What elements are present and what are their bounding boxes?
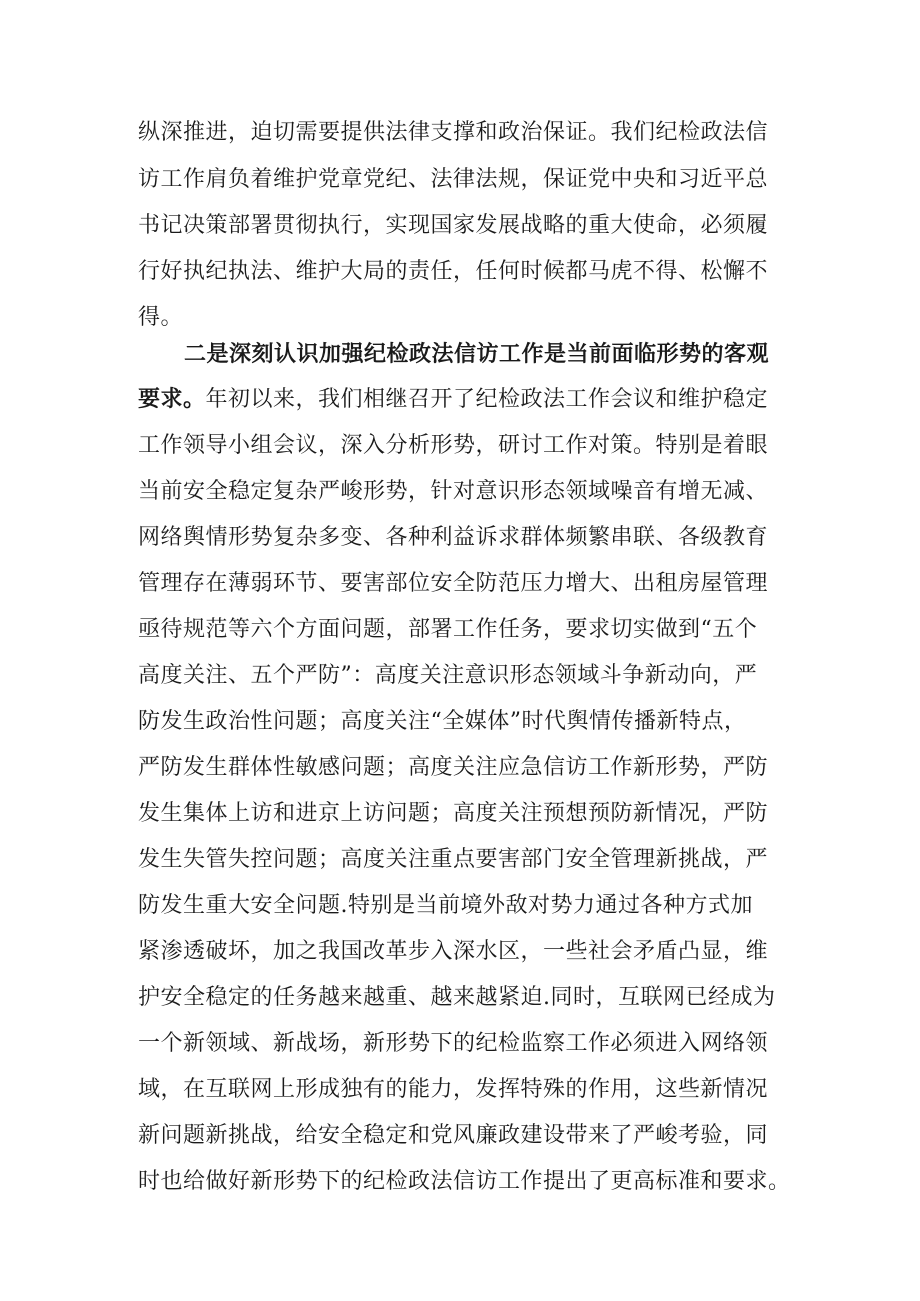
paragraph-line: 行好执纪执法、维护大局的责任，任何时候都马虎不得、松懈不 [138, 259, 769, 284]
paragraph-line: 得。 [138, 305, 184, 330]
section-heading-end: 要求。 [138, 387, 206, 412]
paragraph-line: 网络舆情形势复杂多变、各种利益诉求群体频繁串联、各级教育 [138, 525, 769, 550]
paragraph-line: 一个新领域、新战场，新形势下的纪检监察工作必须进入网络领 [138, 1031, 769, 1056]
paragraph-line: 防发生重大安全问题.特别是当前境外敌对势力通过各种方式加 [138, 893, 753, 918]
paragraph-line: 管理存在薄弱环节、要害部位安全防范压力增大、出租房屋管理 [138, 571, 769, 596]
paragraph-line: 高度关注、五个严防”：高度关注意识形态领域斗争新动向，严 [138, 663, 758, 688]
paragraph-line: 时也给做好新形势下的纪检政法信访工作提出了更高标准和要求。 [138, 1169, 791, 1194]
paragraph-line: 发生集体上访和进京上访问题；高度关注预想预防新情况，严防 [138, 801, 769, 826]
paragraph-line: 紧渗透破坏，加之我国改革步入深水区，一些社会矛盾凸显，维 [138, 939, 769, 964]
paragraph-line [138, 380, 768, 420]
paragraph-line: 访工作肩负着维护党章党纪、法律法规，保证党中央和习近平总 [138, 167, 769, 192]
paragraph-text: 年初以来，我们相继召开了纪检政法工作会议和维护稳定 [205, 387, 769, 412]
paragraph-line: 护安全稳定的任务越来越重、越来越紧迫.同时，互联网已经成为 [138, 985, 776, 1010]
paragraph-line: 纵深推进，迫切需要提供法律支撑和政治保证。我们纪检政法信 [138, 120, 769, 145]
paragraph-line: 防发生政治性问题；高度关注“全媒体”时代舆情传播新特点， [138, 709, 747, 734]
paragraph-line: 亟待规范等六个方面问题，部署工作任务，要求切实做到“五个 [138, 617, 758, 642]
paragraph-line: 域，在互联网上形成独有的能力，发挥特殊的作用，这些新情况 [138, 1077, 769, 1102]
paragraph-line: 书记决策部署贯彻执行，实现国家发展战略的重大使命，必须履 [138, 213, 769, 238]
paragraph-line: 新问题新挑战，给安全稳定和党风廉政建设带来了严峻考验，同 [138, 1123, 769, 1148]
paragraph-line: 当前安全稳定复杂严峻形势，针对意识形态领域噪音有增无减、 [138, 479, 769, 504]
paragraph-line: 发生失管失控问题；高度关注重点要害部门安全管理新挑战，严 [138, 847, 769, 872]
section-heading: 二是深刻认识加强纪检政法信访工作是当前面临形势的客观 [184, 342, 770, 367]
paragraph-line: 严防发生群体性敏感问题；高度关注应急信访工作新形势，严防 [138, 755, 769, 780]
paragraph-line: 工作领导小组会议，深入分析形势，研讨工作对策。特别是着眼 [138, 433, 769, 458]
